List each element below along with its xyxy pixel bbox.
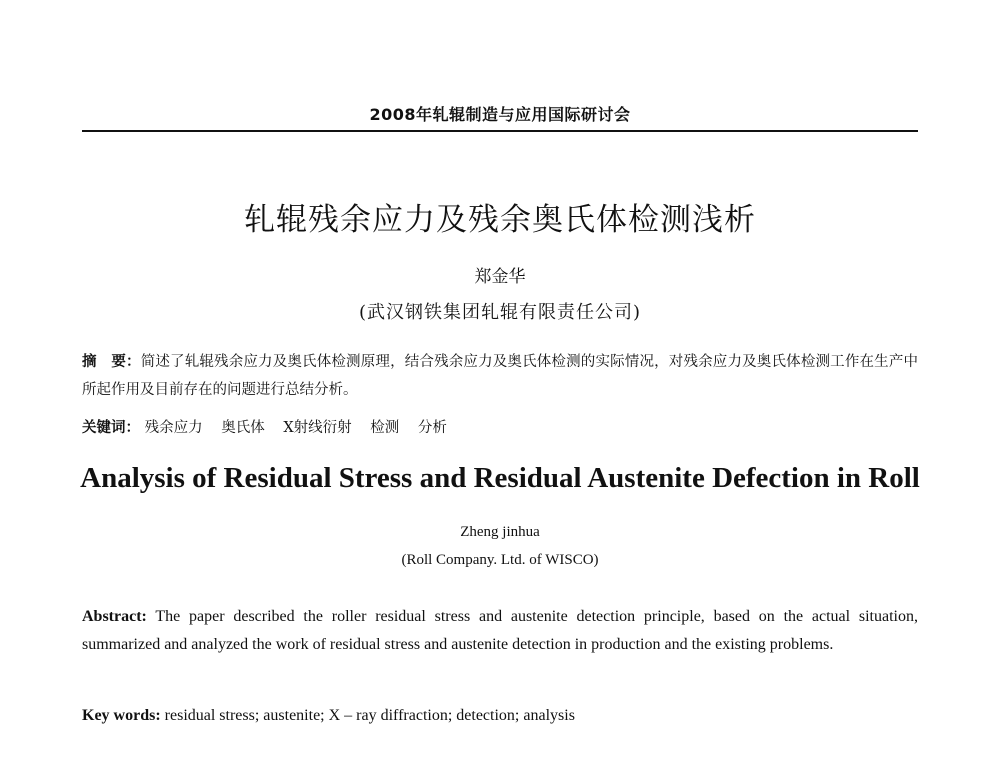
chinese-keyword: X射线衍射 <box>283 420 352 436</box>
english-affiliation: (Roll Company. Ltd. of WISCO) <box>401 552 599 568</box>
english-abstract-text: The paper described the roller residual stress and austenite detection principle, based on the actual situation, summarized and analyzed the work of residual stress and austenite detection in production and the existing problems. <box>82 608 918 653</box>
chinese-abstract-text: 简述了轧辊残余应力及奥氏体检测原理，结合残余应力及奥氏体检测的实际情况，对残余应力及奥氏体检测工作在生产中所起作用及目前存在的问题进行总结分析。 <box>82 354 919 398</box>
english-keywords <box>82 703 918 729</box>
chinese-author: 郑金华 <box>474 267 526 287</box>
chinese-affiliation: (武汉钢铁集团轧辊有限责任公司) <box>358 302 642 323</box>
chinese-keywords <box>82 414 918 442</box>
english-keywords-text: residual stress; austenite; X – ray diffraction; detection; analysis <box>164 707 575 724</box>
chinese-keyword: 检测 <box>370 420 400 436</box>
english-abstract <box>82 603 918 659</box>
english-keywords-label: Key words: <box>82 707 161 724</box>
header-rule <box>82 130 918 132</box>
chinese-abstract <box>82 348 918 404</box>
chinese-keyword: 分析 <box>417 420 447 436</box>
english-author: Zheng jinhua <box>460 524 540 540</box>
english-abstract-label: Abstract: <box>82 608 147 625</box>
chinese-title: 轧辊残余应力及残余奥氏体检测浅析 <box>244 202 756 238</box>
conference-header: 2008年轧辊制造与应用国际研讨会 <box>369 105 631 124</box>
chinese-keyword: 奥氏体 <box>221 420 265 436</box>
chinese-abstract-label: 摘 要： <box>82 354 141 370</box>
chinese-keywords-label: 关键词： <box>82 420 140 436</box>
chinese-keyword: 残余应力 <box>144 420 203 436</box>
english-title: Analysis of Residual Stress and Residual Austenite Defection in Roll <box>80 462 920 494</box>
